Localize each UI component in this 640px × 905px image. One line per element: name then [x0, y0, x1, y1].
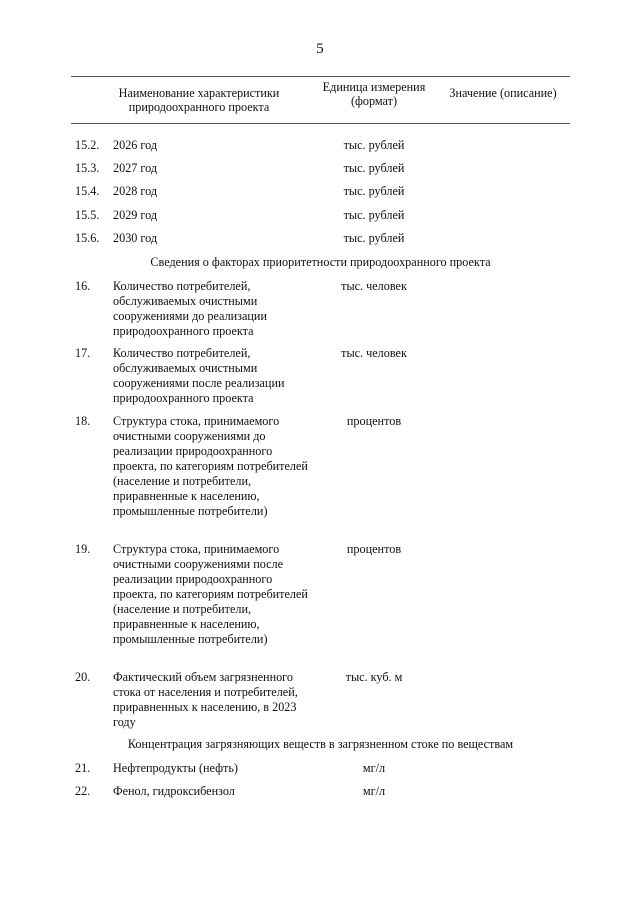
row-unit: процентов	[346, 542, 402, 556]
row-number: 18.	[75, 414, 91, 428]
row-name: Фактический объем загрязненного стока от населения и потребителей, приравненных к населению, в 2023 году	[113, 670, 298, 729]
row-name: 2028 год	[113, 184, 158, 198]
row-name: 2026 год	[113, 138, 158, 152]
row-name: Структура стока, принимаемого очистными сооружениями до реализации природоохранного проекта, по категориям потребителей (население и потребители, приравненные к населению, промышленные потребители)	[113, 414, 308, 518]
row-number: 21.	[75, 761, 91, 775]
row-name: 2027 год	[113, 161, 158, 175]
row-number: 15.2.	[75, 138, 100, 152]
row-number: 15.3.	[75, 161, 100, 175]
row-name: 2029 год	[113, 208, 158, 222]
section-heading-priority: Сведения о факторах приоритетности природоохранного проекта	[150, 255, 491, 269]
row-name: Количество потребителей, обслуживаемых очистными сооружениями после реализации природоохранного проекта	[113, 346, 285, 405]
table-top-rule	[71, 76, 570, 77]
row-unit: мг/л	[362, 761, 386, 775]
header-value: Значение (описание)	[449, 86, 557, 100]
row-unit: процентов	[346, 414, 402, 428]
section-heading-concentration: Концентрация загрязняющих веществ в загрязненном стоке по веществам	[127, 737, 514, 751]
header-name: Наименование характеристики природоохранного проекта	[118, 86, 280, 114]
row-unit: тыс. куб. м	[345, 670, 403, 684]
row-name: Нефтепродукты (нефть)	[113, 761, 238, 775]
row-number: 20.	[75, 670, 91, 684]
page-number: 5	[316, 41, 324, 57]
row-unit: тыс. рублей	[343, 231, 405, 245]
header-unit: Единица измерения (формат)	[322, 80, 426, 108]
row-number: 15.5.	[75, 208, 100, 222]
row-unit: тыс. рублей	[343, 208, 405, 222]
row-unit: тыс. человек	[341, 279, 407, 293]
row-unit: тыс. рублей	[343, 161, 405, 175]
row-unit: тыс. человек	[341, 346, 407, 360]
row-number: 22.	[75, 784, 91, 798]
row-number: 15.6.	[75, 231, 100, 245]
row-name: Структура стока, принимаемого очистными сооружениями после реализации природоохранного проекта, по категориям потребителей (население и потребители, приравненные к населению, промышленные потребители)	[113, 542, 308, 646]
row-name: Фенол, гидроксибензол	[113, 784, 235, 798]
row-number: 16.	[75, 279, 91, 293]
row-name: Количество потребителей, обслуживаемых очистными сооружениями до реализации природоохранного проекта	[113, 279, 267, 338]
row-unit: тыс. рублей	[343, 184, 405, 198]
row-unit: мг/л	[362, 784, 386, 798]
row-unit: тыс. рублей	[343, 138, 405, 152]
row-number: 17.	[75, 346, 91, 360]
row-number: 19.	[75, 542, 91, 556]
row-name: 2030 год	[113, 231, 158, 245]
table-header-rule	[71, 123, 570, 124]
row-number: 15.4.	[75, 184, 100, 198]
